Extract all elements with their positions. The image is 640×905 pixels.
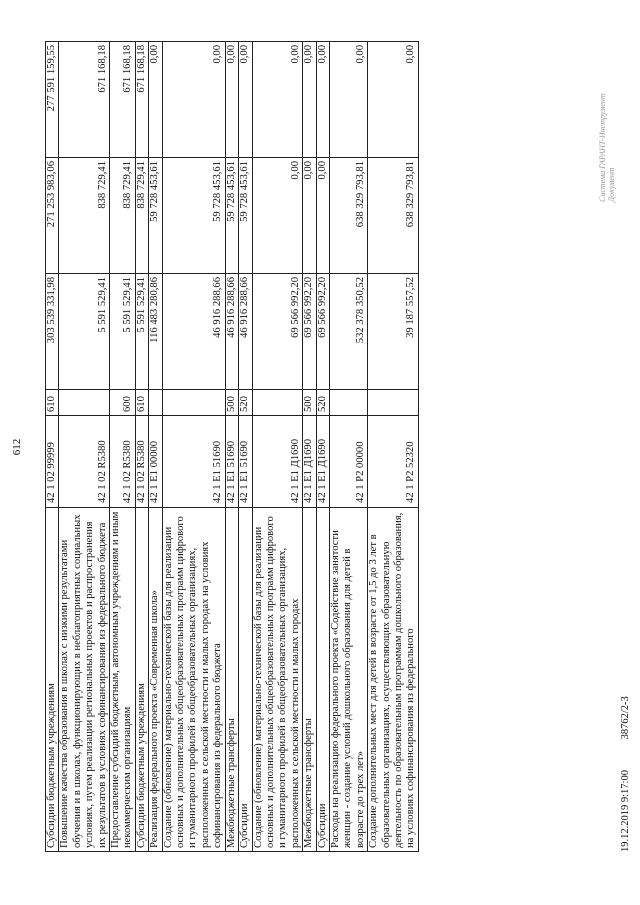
row-name: Создание дополнительных мест для детей в возрасте от 1,5 до 3 лет в образовательных организациях, осуществляющих образовательную деятельность по образовательным программам дошкольного образования, на условиях софинансирования из федерального bbox=[368, 508, 419, 852]
row-name: Межбюджетные трансферты bbox=[303, 508, 316, 852]
row-value-2022: 0,00 bbox=[162, 42, 225, 158]
system-stamp bbox=[598, 42, 616, 202]
table-row bbox=[110, 42, 136, 852]
row-value-2022: 671 168,18 bbox=[110, 42, 136, 158]
row-vr: 610 bbox=[46, 390, 59, 416]
row-vr bbox=[162, 390, 225, 416]
row-name: Расходы на реализацию федерального проекта «Содействие занятости женщин - создание условий дошкольного образования для детей в возрасте до трех лет» bbox=[329, 508, 367, 852]
row-code: 42 1 E1 51690 bbox=[225, 416, 238, 508]
row-value-2021: 59 728 453,61 bbox=[149, 158, 162, 274]
row-value-2021: 638 329 793,81 bbox=[329, 158, 367, 274]
row-value-2022: 0,00 bbox=[368, 42, 419, 158]
row-value-2020: 5 591 529,41 bbox=[110, 274, 136, 390]
row-vr: 500 bbox=[303, 390, 316, 416]
row-value-2021: 838 729,41 bbox=[110, 158, 136, 274]
row-value-2020: 5 591 529,41 bbox=[59, 274, 110, 390]
row-value-2020: 303 539 331,98 bbox=[46, 274, 59, 390]
row-vr: 520 bbox=[316, 390, 329, 416]
row-vr: 600 bbox=[110, 390, 136, 416]
row-value-2020: 69 566 992,20 bbox=[316, 274, 329, 390]
row-code: 42 1 E1 51690 bbox=[162, 416, 225, 508]
row-value-2021: 59 728 453,61 bbox=[225, 158, 238, 274]
row-value-2022: 0,00 bbox=[225, 42, 238, 158]
footer-timestamp: 19.12.2019 9:17:00 bbox=[620, 770, 631, 852]
row-vr: 610 bbox=[135, 390, 148, 416]
row-code: 42 1 02 R5380 bbox=[135, 416, 148, 508]
row-value-2022: 671 168,18 bbox=[135, 42, 148, 158]
row-code: 42 1 02 R5380 bbox=[110, 416, 136, 508]
row-value-2022: 0,00 bbox=[252, 42, 303, 158]
row-name: Реализация федерального проекта «Современная школа» bbox=[149, 508, 162, 852]
row-code: 42 1 E1 00000 bbox=[149, 416, 162, 508]
row-value-2021: 638 329 793,81 bbox=[368, 158, 419, 274]
footer-doc-code: 38762/2-3 bbox=[620, 696, 631, 740]
row-value-2021: 59 728 453,61 bbox=[239, 158, 252, 274]
table-row bbox=[225, 42, 238, 852]
table-row bbox=[46, 42, 59, 852]
stamp-line2: Документ bbox=[607, 167, 616, 202]
row-value-2022: 0,00 bbox=[316, 42, 329, 158]
table-row bbox=[368, 42, 419, 852]
row-value-2020: 46 916 288,66 bbox=[162, 274, 225, 390]
row-code: 42 1 E1 Д1690 bbox=[252, 416, 303, 508]
row-code: 42 1 02 R5380 bbox=[59, 416, 110, 508]
table-row bbox=[59, 42, 110, 852]
row-name: Субсидии бюджетным учреждениям bbox=[135, 508, 148, 852]
row-value-2020: 39 187 557,52 bbox=[368, 274, 419, 390]
table-row bbox=[303, 42, 316, 852]
footer bbox=[620, 668, 631, 852]
row-value-2021: 59 728 453,61 bbox=[162, 158, 225, 274]
budget-table bbox=[45, 41, 419, 852]
table-row bbox=[252, 42, 303, 852]
row-value-2020: 532 378 350,52 bbox=[329, 274, 367, 390]
row-name: Межбюджетные трансферты bbox=[225, 508, 238, 852]
row-value-2021: 271 253 983,06 bbox=[46, 158, 59, 274]
row-name: Субсидии bbox=[239, 508, 252, 852]
table-row bbox=[162, 42, 225, 852]
row-name: Создание (обновление) материально-технической базы для реализации основных и дополнительных общеобразовательных программ цифрового и гуманитарного профилей в общеобразовательных организациях, расположенных в сельской местности и малых городах на условиях софинансирования из федерального бюджета bbox=[162, 508, 225, 852]
row-value-2021: 838 729,41 bbox=[59, 158, 110, 274]
row-vr bbox=[329, 390, 367, 416]
row-name: Субсидии бюджетным учреждениям bbox=[46, 508, 59, 852]
row-value-2022: 0,00 bbox=[239, 42, 252, 158]
row-value-2022: 0,00 bbox=[149, 42, 162, 158]
row-name: Создание (обновление) материально-технической базы для реализации основных и дополнительных общеобразовательных программ цифрового и гуманитарного профилей в общеобразовательных организациях, расположенных в сельской местности и малых городах bbox=[252, 508, 303, 852]
row-value-2021: 0,00 bbox=[252, 158, 303, 274]
row-value-2020: 116 483 280,86 bbox=[149, 274, 162, 390]
row-vr bbox=[149, 390, 162, 416]
row-vr bbox=[59, 390, 110, 416]
row-vr: 500 bbox=[225, 390, 238, 416]
table-row bbox=[316, 42, 329, 852]
row-value-2020: 46 916 288,66 bbox=[225, 274, 238, 390]
row-value-2020: 5 591 529,41 bbox=[135, 274, 148, 390]
row-value-2020: 46 916 288,66 bbox=[239, 274, 252, 390]
row-vr bbox=[252, 390, 303, 416]
page-number: 612 bbox=[11, 438, 23, 456]
row-code: 42 1 P2 00000 bbox=[329, 416, 367, 508]
row-code: 42 1 02 99999 bbox=[46, 416, 59, 508]
row-value-2020: 69 566 992,20 bbox=[252, 274, 303, 390]
stamp-line1: Система ГАРАНТ-Инструмент bbox=[598, 93, 607, 202]
row-value-2022: 0,00 bbox=[303, 42, 316, 158]
row-code: 42 1 E1 Д1690 bbox=[303, 416, 316, 508]
table-row bbox=[239, 42, 252, 852]
row-value-2021: 838 729,41 bbox=[135, 158, 148, 274]
row-value-2021: 0,00 bbox=[316, 158, 329, 274]
row-name: Повышение качества образования в школах с низкими результатами обучения и в школах, функционирующих в неблагоприятных социальных условиях, путем реализации региональных проектов и распространения их результатов в условиях софинансирования из федерального бюджета bbox=[59, 508, 110, 852]
row-code: 42 1 P2 52320 bbox=[368, 416, 419, 508]
rotated-content bbox=[11, 42, 631, 852]
row-name: Субсидии bbox=[316, 508, 329, 852]
row-code: 42 1 E1 Д1690 bbox=[316, 416, 329, 508]
table-row bbox=[329, 42, 367, 852]
row-value-2022: 0,00 bbox=[329, 42, 367, 158]
row-code: 42 1 E1 51690 bbox=[239, 416, 252, 508]
table-row bbox=[149, 42, 162, 852]
row-name: Предоставление субсидий бюджетным, автономным учреждениям и иным некоммерческим организациям bbox=[110, 508, 136, 852]
row-vr bbox=[368, 390, 419, 416]
row-vr: 520 bbox=[239, 390, 252, 416]
row-value-2021: 0,00 bbox=[303, 158, 316, 274]
row-value-2022: 277 591 159,55 bbox=[46, 42, 59, 158]
table-row bbox=[135, 42, 148, 852]
row-value-2022: 671 168,18 bbox=[59, 42, 110, 158]
row-value-2020: 69 566 992,20 bbox=[303, 274, 316, 390]
